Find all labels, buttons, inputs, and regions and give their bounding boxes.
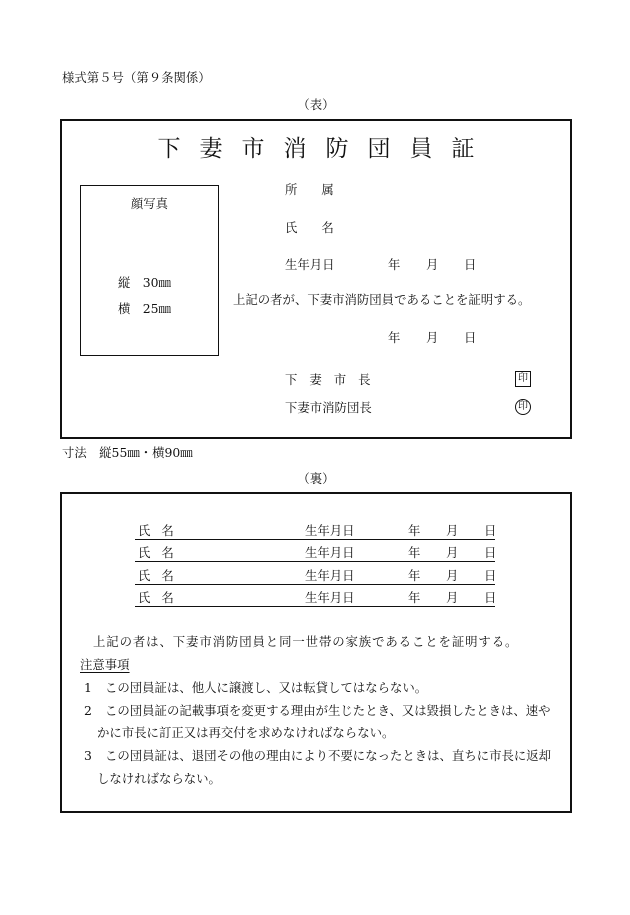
note-item: [80, 681, 570, 697]
front-side-label: （表）: [297, 97, 335, 112]
family-day-label: 日: [484, 545, 497, 560]
notes-heading: 注意事項: [80, 657, 130, 672]
family-name-label: 氏名: [138, 523, 185, 538]
family-year-label: 年: [408, 568, 421, 583]
family-year-label: 年: [408, 545, 421, 560]
chief-title: 下妻市消防団長: [285, 400, 372, 415]
card-title: 下妻市消防団員証: [157, 136, 494, 162]
issue-month-label: 月: [426, 330, 439, 345]
family-birthdate-label: 生年月日: [305, 568, 355, 583]
family-day-label: 日: [484, 568, 497, 583]
name-label: 氏名: [285, 220, 358, 235]
family-name-label: 氏名: [138, 590, 185, 605]
issue-day-label: 日: [464, 330, 477, 345]
family-row: [135, 569, 495, 585]
family-row: [135, 524, 495, 540]
note-item: [80, 704, 570, 742]
note-text-continued: かに市長に訂正又は再交付を求めなければならない。: [97, 725, 395, 740]
family-month-label: 月: [446, 545, 459, 560]
back-side-label: （裏）: [297, 471, 335, 486]
family-day-label: 日: [484, 590, 497, 605]
photo-height: 縦 30㎜: [118, 275, 171, 290]
family-day-label: 日: [484, 523, 497, 538]
photo-label: 顔写真: [130, 196, 169, 211]
family-year-label: 年: [408, 523, 421, 538]
chief-seal-icon: 印: [515, 399, 531, 415]
back-certification: 上記の者は、下妻市消防団員と同一世帯の家族であることを証明する。: [93, 634, 519, 649]
note-number: 3: [84, 748, 92, 763]
note-item: [80, 749, 570, 787]
note-text: この団員証は、退団その他の理由により不要になったときは、直ちに市長に返却: [105, 748, 552, 763]
birth-day-label: 日: [464, 257, 477, 272]
family-birthdate-label: 生年月日: [305, 590, 355, 605]
family-birthdate-label: 生年月日: [305, 523, 355, 538]
form-number: 様式第５号（第９条関係）: [62, 70, 211, 85]
note-number: 2: [84, 703, 92, 718]
family-name-label: 氏名: [138, 568, 185, 583]
note-number: 1: [84, 680, 92, 695]
photo-width: 横 25㎜: [118, 301, 171, 316]
family-month-label: 月: [446, 568, 459, 583]
note-text: この団員証は、他人に譲渡し、又は転貸してはならない。: [105, 680, 428, 695]
note-text: この団員証の記載事項を変更する理由が生じたとき、又は毀損したときは、速や: [105, 703, 551, 718]
family-row: [135, 591, 495, 607]
mayor-seal-icon: 印: [515, 371, 531, 387]
issue-year-label: 年: [388, 330, 401, 345]
front-certification: 上記の者が、下妻市消防団員であることを証明する。: [233, 292, 531, 307]
note-text-continued: しなければならない。: [97, 771, 221, 786]
family-month-label: 月: [446, 523, 459, 538]
family-month-label: 月: [446, 590, 459, 605]
card-dimensions: 寸法 縦55㎜・横90㎜: [62, 445, 193, 460]
birth-year-label: 年: [388, 257, 401, 272]
family-birthdate-label: 生年月日: [305, 545, 355, 560]
birthdate-label: 生年月日: [285, 257, 335, 272]
family-name-label: 氏名: [138, 545, 185, 560]
affiliation-label: 所属: [285, 182, 358, 197]
family-row: [135, 546, 495, 562]
family-year-label: 年: [408, 590, 421, 605]
birth-month-label: 月: [426, 257, 439, 272]
mayor-title: 下妻市長: [285, 372, 383, 387]
